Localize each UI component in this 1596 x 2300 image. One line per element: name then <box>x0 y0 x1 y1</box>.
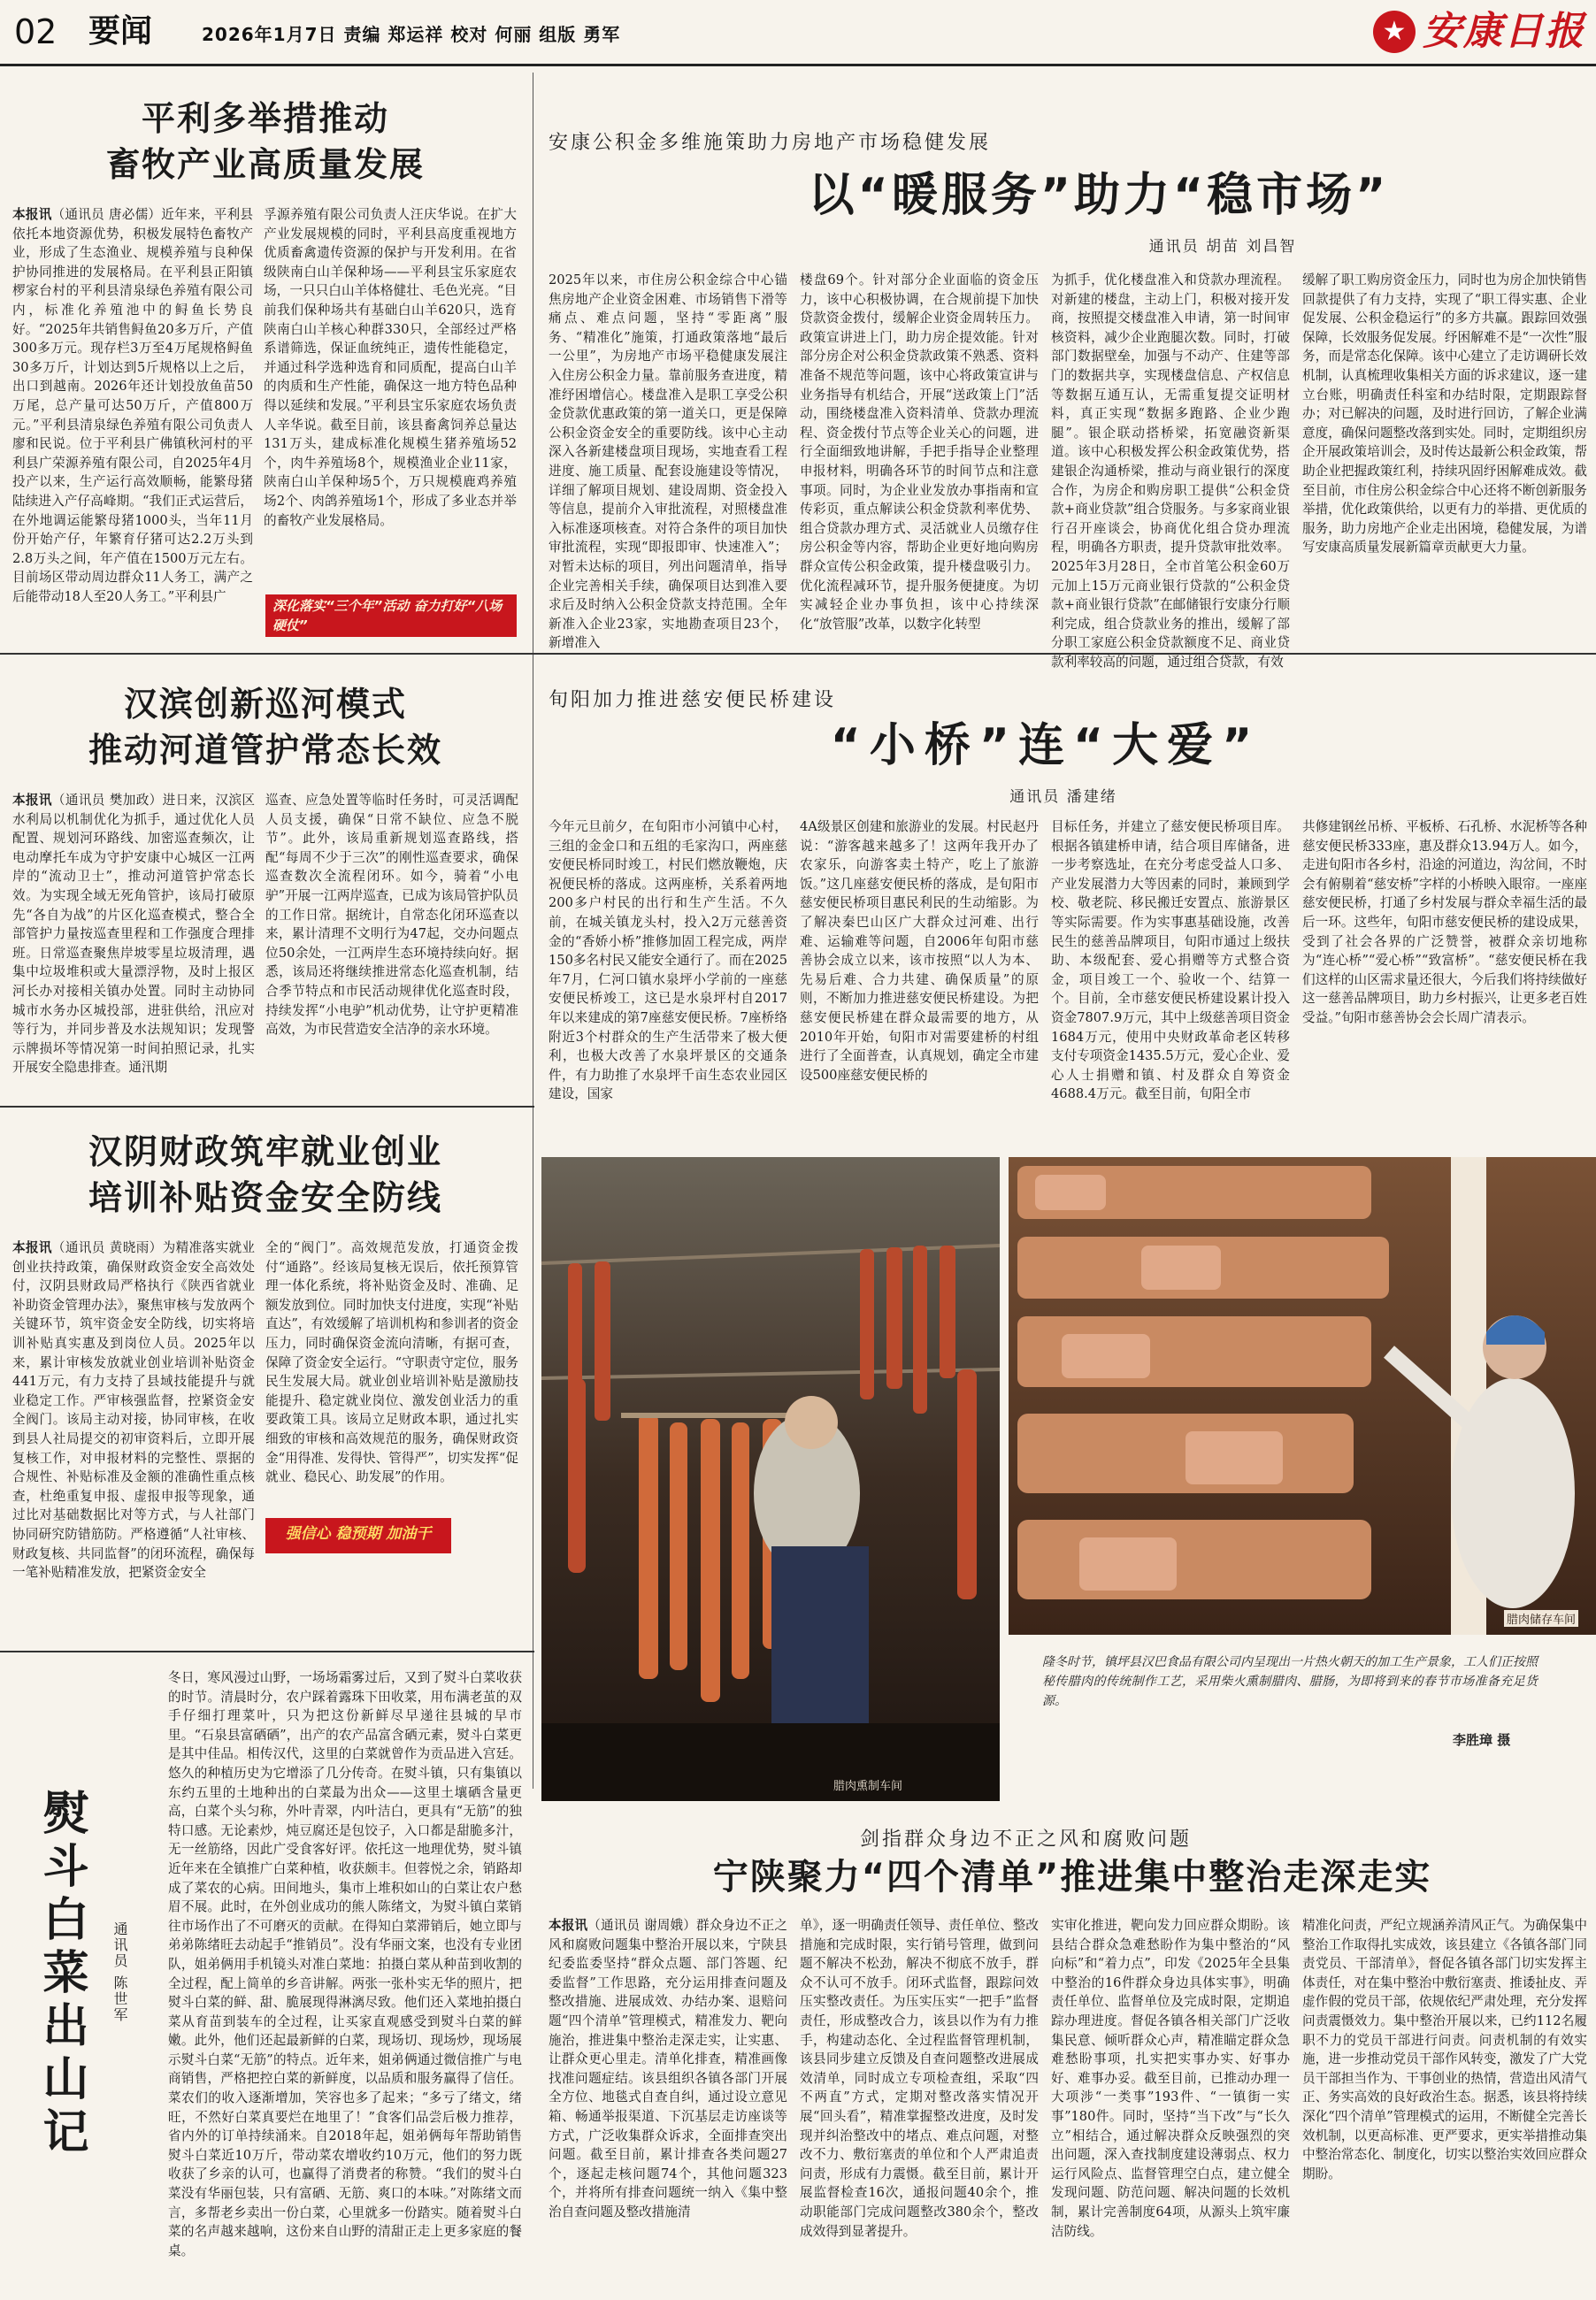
article-col-1: 2025年以来，市住房公积金综合中心锚焦房地产企业资金困难、市场销售下滑等痛点、难点问题，坚持“零距离”服务、“精准化”施策，打通政策落地“最后一公里”，为房地产市场平稳健康发展注入住房公积金力量。靠前服务查进度，精准纾困增信心。楼盘准入是职工享受公积金贷款优惠政策的第一道关口，更是保障公积金资金安全的重要防线。该中心主动深入各新建楼盘项目现场，实地查看工程进度、施工质量、配套设施建设等情况，详细了解项目规划、建设周期、资金投入等信息，提前介入审批流程，对照楼盘准入标准逐项核查。对符合条件的项目加快审批流程，实现“即报即审、快速准入”；对暂未达标的项目，列出问题清单，指导企业完善相关手续，确保项目达到准入要求后及时纳入公积金贷款支持范围。全年新准入企业23家，实地勘查项目23个，新增准入 <box>549 272 787 651</box>
photo-smoking-room-image <box>541 1157 1000 1801</box>
article-col-2 <box>264 205 517 602</box>
photo-credit: 李胜璋 摄 <box>1453 1732 1511 1748</box>
article-col-3: 为抓手，优化楼盘准入和贷款办理流程。对新建的楼盘，主动上门，积极对接开发商，按照提交楼盘准入申请，第一时间审核资料，减少企业跑腿次数。同时，打破部门数据壁垒，加强与不动产、住建等部门的数据共享，实现楼盘信息、产权信息等数据互通互认，无需重复提交证明材料，真正实现“数据多跑路、企业少跑腿”。银企联动搭桥梁，拓宽融资新渠道。该中心积极发挥公积金政策优势，搭建银企沟通桥梁，推动与商业银行的深度合作，为房企和购房职工提供“公积金贷款+商业贷款”组合贷服务。与多家商业银行召开座谈会，协商优化组合贷办理流程，明确各方职责，提升贷款审批效率。2025年3月28日，全市首笔公积金60万元加上15万元商业银行贷款的“公积金贷款+商业银行贷款”在邮储银行安康分行顺利完成，组合贷款业务的推出，缓解了部分职工家庭公积金贷款额度不足、商业贷款利率较高的问题，通过组合贷款，有效 <box>1051 272 1290 670</box>
article-col-3: 目标任务，并建立了慈安便民桥项目库。根据各镇建桥申请，结合项目库储备，进一步考察选址，在充分考虑受益人口多、产业发展潜力大等因素的同时，兼顾到学校、敬老院、移民搬迁安置点、旅游景区等实际需要。作为实事惠基础设施，改善民生的慈善品牌项目，旬阳市通过上级扶助、本级配套、爱心捐赠等方式整合资金，项目竣工一个、验收一个、结算一个。目前，全市慈安便民桥建设累计投入资金7807.9万元，其中上级慈善项目资金1684万元，使用中央财政革命老区转移支付专项资金1435.5万元，爱心企业、爱心人士捐赠和镇、村及群众自筹资金4688.4万元。截至目前，旬阳全市 <box>1051 819 1290 1102</box>
kicker: 安康公积金多维施策助力房地产市场稳健发展 <box>549 132 992 154</box>
headline-line2: 畜牧产业高质量发展 <box>105 145 425 184</box>
headline-line1: 汉滨创新巡河模式 <box>123 685 407 724</box>
photo-label: 腊肉储存车间 <box>1504 1610 1578 1627</box>
page-number: 02 <box>14 12 58 51</box>
kicker: 剑指群众身边不正之风和腐败问题 <box>860 1828 1193 1851</box>
article-col-2: 4A级景区创建和旅游业的发展。村民赵丹说：“游客越来越多了！这两年我开办了农家乐，向游客卖土特产，吃上了旅游饭。”这几座慈安便民桥的落成，是旬阳市慈安便民桥项目惠民利民的生动缩影。为了解决秦巴山区广大群众过河难、出行难、运输难等问题，自2006年旬阳市慈善协会成立以来，该市按照“以人为本、先易后难、合力共建、确保质量”的原则，不断加力推进慈安便民桥建设。为把慈安便民桥建在群众最需要的地方，从2010年开始，旬阳市对需要建桥的村组进行了全面普查，认真规划，确定全市建设500座慈安便民桥的 <box>800 819 1039 1083</box>
article-col-4: 共修建钢丝吊桥、平板桥、石孔桥、水泥桥等各种慈安便民桥333座，惠及群众13.94万人。如今，走进旬阳市各乡村，沿途的河道边，沟岔间，不时会有俯剔着“慈安桥”字样的小桥映入眼帘。一座座慈安便民桥，打通了乡村发展与群众幸福生活的最后一环。这些年，旬阳市慈安便民桥的建设成果，受到了社会各界的广泛赞誉，被群众亲切地称为“连心桥”“爱心桥”“致富桥”。“慈安便民桥在我们这样的山区需求量还很大，今后我们将持续做好这一慈善品牌项目，助力乡村振兴，让更多老百姓受益。”旬阳市慈善协会会长周广清表示。 <box>1302 819 1587 1025</box>
article-col-4: 缓解了职工购房资金压力，同时也为房企加快销售回款提供了有力支持，实现了“职工得实惠、企业促发展、公积金稳运行”的多方共赢。跟踪回效强保障，长效服务促发展。纾困解难不是“一次性”服务，而是常态化保障。该中心建立了走访调研长效机制，认真梳理收集相关方面的诉求建议，逐一建立台账，明确责任科室和办结时限，定期跟踪督办；对已解决的问题，及时进行回访，了解企业满意度，确保问题整改落到实处。同时，定期组织房企开展政策培训会，及时传达最新公积金政策，帮助企业把握政策红利，持续巩固纾困解难成效。截至目前，市住房公积金综合中心还将不断创新服务举措，优化政策供给，以更有力的举措、更优质的服务，助力房地产企业走出困境，稳健发展，为谱写安康高质量发展新篇章贡献更大力量。 <box>1302 272 1587 556</box>
photo-caption: 隆冬时节，镇坪县汉巴食品有限公司内呈现出一片热火朝天的加工生产景象，工人们正按照秘传腊肉的传统制作工艺，采用柴火熏制腊肉、腊肠，为即将到来的春节市场准备充足货源。 <box>1042 1655 1538 1708</box>
article-pingli <box>0 71 531 646</box>
masthead <box>0 0 1596 64</box>
article-col-1 <box>12 205 253 646</box>
headline: “小桥”连“大爱” <box>830 719 1262 772</box>
article-hanyin <box>0 1111 531 1642</box>
photo-feature <box>541 1111 1596 1810</box>
headline-line2: 培训补贴资金安全防线 <box>88 1178 442 1217</box>
photo-storage-room <box>1009 1157 1596 1635</box>
article-col-1: 本报讯（通讯员 黄晓雨）为精准落实就业创业扶持政策，确保财政资金安全高效处付，汉阴县财政局严格执行《陕西省就业补助资金管理办法》，聚焦审核与发放两个关键环节，筑牢资金安全防线，切实将培训补贴真实惠及到岗位人员。2025年以来，累计审核发放就业创业培训补贴资金441万元，有力支持了县域技能提升与就业稳定工作。严审核强监督，控紧资金安全阀门。该局主动对接，协同审核，在收到县人社局提交的初审资料后，立即开展复核工作，对申报材料的完整性、票据的合规性、补贴标准及金额的准确性重点核查，杜绝重复申报、虚报申报等现象，通过比对基础数据比对等方式，与人社部门协同研究防错筋防。严格遵循“人社审核、财政复核、共同监督”的闭环流程，确保每一笔补贴精准发放，把紧资金安全 <box>12 1240 255 1581</box>
newspaper-logo: 安康日报 <box>1423 9 1585 54</box>
kicker: 旬阳加力推进慈安便民桥建设 <box>549 689 837 711</box>
section-rule <box>0 653 1596 655</box>
section-rule <box>0 1106 534 1108</box>
byline: 通讯员 潘建绪 <box>1009 788 1117 806</box>
photo-label: 腊肉熏制车间 <box>833 1780 903 1793</box>
byline: 通讯员 陈世军 <box>111 1921 128 2024</box>
article-col-1: 本报讯（通讯员 樊加政）进日来，汉滨区水利局以机制优化为抓手，通过优化人员配置、规划河环路线、加密巡查频次，让电动摩托车成为守护安康中心城区一江两岸的“流动卫士”，推动河道管护常态长效。为实现全域无死角管护，该局打破原先“各自为战”的片区化巡查模式，整合全部管护力量按巡查里程和工作强度合理排班。日常巡查聚焦岸坡零星垃圾清理，遇集中垃圾堆积或大量漂浮物，及时上报区河长办对接相关镇办处置。同时主动协同城市水务办区城投部，进驻供给，汛应对等行为，并同步普及水法规知识；发现警示牌损坏等情况第一时间拍照记录，扎实开展安全隐患排查。通汛期 <box>12 793 255 1076</box>
article-col-2: 全的“阀门”。高效规范发放，打通资金拨付“通路”。经该局复核无误后，依托预算管理一体化系统，将补贴资金及时、准确、足额发放到位。同时加快支付进度，实现“补贴直达”，有效缓解了培训机构和参训者的资金压力，同时确保资金流向清晰，有据可查，保障了资金安全运行。“守职责守定位，服务民生发展大局。就业创业培训补贴是激励技能提升、稳定就业岗位、激发创业活力的重要政策工具。该局立足财政本职，通过扎实细致的审核和高效规范的服务，确保财政资金“用得准、发得快、管得严”，切实发挥“促就业、稳民心、助发展”的作用。 <box>265 1240 518 1485</box>
article-yundou-cabbage <box>0 1656 534 2300</box>
campaign-banner: 强信心 稳预期 加油干 <box>265 1518 451 1553</box>
article-body: 冬日，寒风漫过山野，一场场霜雾过后，又到了熨斗白菜收获的时节。清晨时分，农户踩着露珠下田收菜，用布满老茧的双手仔细打理菜叶，只为把这份新鲜尽早递往县城的早市里。“石泉县富硒硒”，出产的农产品富含硒元素，熨斗白菜更是其中佳品。相传汉代，这里的白菜就曾作为贡品进入宫廷。悠久的种植历史为它增添了几分传奇。在熨斗镇，只有集镇以东约五里的土地种出的白菜最为出众——这里土壤硒含量更高，白菜个头匀称，外叶青翠，内叶洁白，更具有“无筋”的独特口感。无论素炒，炖豆腐还是包饺子，入口都是甜脆多汁，无一丝筋络，因此广受食客好评。依托这一地理优势，熨斗镇近年来在全镇推广白菜种植，收获颇丰。但蓉悦之余，销路却成了菜农的心病。田间地头，集市上堆积如山的白菜让农户愁眉不展。此时，在外创业成功的熊人陈绪文，为熨斗镇白菜销往市场作出了不可磨灭的贡献。在得知白菜滞销后，她立即与弟弟陈绪旺去动起手“推销员”。没有华丽文案，也没有专业团队，姐弟俩用手机镜头对准白菜地：拍摄白菜从种苗到收割的全过程，配上简单的乡音讲解。两张一张朴实无华的照片，把熨斗白菜的鲜、甜、脆展现得淋漓尽致。他们还入菜地拍摄白菜从育苗到装车的全过程，让买家直观感受到熨斗白菜的鲜嫩。此外，他们还起最新鲜的白菜，现场切、现场炒，现场展示熨斗白菜“无筋”的特点。近年来，姐弟俩通过微信推广与电商销售，严格把控白菜的新鲜度，以品质和服务赢得了信任。菜农们的收入逐渐增加，笑容也多了起来；“多亏了绪文，绪旺，不然好白菜真要烂在地里了！”食客们品尝后极力推荐，省内外的订单持续涌来。自2018年起，姐弟俩每年帮助销售熨斗白菜近10万斤，带动菜农增收约10万元，他们的努力既收获了乡亲的认可，也赢得了消费者的称赞。“我们的熨斗白菜没有华丽包装，只有富硒、无筋、爽口的本味。”对陈绪文而言，多帮老乡卖出一份白菜，心里就多一份踏实。随着熨斗白菜的名声越来越响，这份来自山野的清甜正走上更多家庭的餐桌。 <box>168 1670 522 2258</box>
article-col-1: 今年元旦前夕，在旬阳市小河镇中心村，三组的金金口和五组的毛家沟口，两座慈安便民桥同时竣工，村民们燃放鞭炮，庆祝便民桥的落成。这两座桥，关系着两地200多户村民的出行和生产生活。不久前，在城关镇龙头村，投入2万元慈善资金的“香娇小桥”推修加固工程完成，两岸150多名村民又能安全通行了。而在2025年7月，仁河口镇水泉坪小学前的一座慈安便民桥竣工，这已是水泉坪村自2017年以来建成的第7座慈安便民桥。7座桥络附近3个村群众的生产生活带来了极大便利，也极大改善了水泉坪景区的交通条件，有力助推了水泉坪千亩生态农业园区建设，国家 <box>549 819 787 1102</box>
section-rule <box>0 1651 534 1652</box>
section-name: 要闻 <box>88 13 153 50</box>
article-col-4: 精准化问责，严纪立规涵养清风正气。为确保集中整治工作取得扎实成效，该县建立《各镇各部门同责党员、干部清单》，督促各镇各部门切实发挥主体责任，对在集中整治中敷衍塞责、推诿扯皮、弄虚作假的党员干部，依规依纪严肃处理，充分发挥问责震慑效力。集中整治开展以来，已约112名履职不力的党员干部进行问责。问责机制的有效实施，进一步推动党员干部作风转变，激发了广大党员干部担当作为、干事创业的热情，营造出风清气正、务实高效的良好政治生态。据悉，该县将持续深化“四个清单”管理模式的运用，不断健全完善长效机制，以更高标准、更严要求，更实举措推动集中整治常态化、制度化，切实以整治实效回应群众期盼。 <box>1302 1918 1587 2181</box>
body-text: 孚源养殖有限公司负责人汪庆华说。在扩大产业发展规模的同时，平利县高度重视地方优质畜禽遗传资源的保护与开发利用。在省级陕南白山羊保种场——平利县宝乐家庭农场，一只只白山羊体格健壮、毛色光亮。“目前我们保种场共有基础白山羊620只，选育陕南白山羊核心种群330只，全部经过严格系谱筛选，保证血统纯正，遗传性能稳定，并通过科学选种选育和同质配，提高白山羊的肉质和生产性能，确保这一地方特色品种得以延续和发展。”平利县宝乐家庭农场负责人辛华说。截至目前，该县畜禽饲养总量达131万头，建成标准化规模生猪养殖场52个，肉牛养殖场8个，规模渔业企业11家，陕南白山羊保种场5个，万只规模鹿鸡养殖场2个、肉鸽养殖场1个，形成了多业态并举的畜牧产业发展格局。 <box>264 207 517 528</box>
article-col-1: 本报讯（通讯员 谢周娥）群众身边不正之风和腐败问题集中整治开展以来，宁陕县纪委监委坚持“群众点题、部门答题、纪委监督”工作思路，充分运用排查问题及整改措施、进展成效、办结办案、退赔问题“四个清单”管理模式，精准发力、靶向施治，推进集中整治走深走实，让实惠、让群众更心里走。清单化排查，精准画像找准问题症结。该县组织各镇各部门开展全方位、地毯式自查自纠，通过设立意见箱、畅通举报渠道、下沉基层走访座谈等方式，广泛收集群众诉求，全面排查突出问题。截至目前，累计排查各类问题27个，逐起走核问题74个，其他问题323个，并将所有排查问题统一纳入《集中整治自查问题及整改措施清 <box>549 1918 787 2220</box>
vertical-headline: 熨斗白菜出山记 <box>35 1789 88 2160</box>
article-col-2: 楼盘69个。针对部分企业面临的资金压力，该中心积极协调，在合规前提下加快贷款资金拨付，缓解企业资金周转压力。政策宣讲进上门，助力房企提效能。针对部分房企对公积金贷款政策不熟悉、资料准备不规范等问题，该中心将政策宣讲与业务指导有机结合，开展“送政策上门”活动，围绕楼盘准入资料清单、贷款办理流程、资金拨付节点等企业关心的问题，进行全面细致地讲解，手把手指导企业整理申报材料，明确各环节的时间节点和注意事项。同时，为企业业发放办事指南和宣传彩页，重点解读公积金贷款利率优势、组合贷款办理方式、灵活就业人员缴存住房公积金等内容，帮助企业更好地向购房群众宣传公积金政策，提升楼盘吸引力。优化流程减环节，提升服务便捷度。为切实减轻企业办事负担，该中心持续深化“放管服”改革，以数字化转型 <box>800 272 1039 632</box>
article-xunyang-bridges <box>541 658 1596 1100</box>
issue-meta: 2026年1月7日 责编 郑运祥 校对 何丽 组版 勇军 <box>202 24 621 45</box>
article-housing-fund <box>541 71 1596 670</box>
headline: 宁陕聚力“四个清单”推进集中整治走深走实 <box>712 1857 1432 1898</box>
newspaper-logo-mark: ★ <box>1373 11 1416 53</box>
body-text: （通讯员 唐必儒）近年来，平利县依托本地资源优势，积极发展特色畜牧产业，形成了生态渔业、规模养殖与良种保护协同推进的发展格局。在平利县正阳镇椤家台村的平利县清泉绿色养殖有限公司内，标准化养殖池中的鲟鱼长势良好。“2025年共销售鲟鱼20多万斤，产值300多万元。现存栏3万至4万尾规格鲟鱼30多万斤，计划达到5斤规格以上之后，出口到越南。2026年还计划投放鱼苗50万尾，总产量可达50万斤，产值800万元。”平利县清泉绿色养殖有限公司负责人廖和民说。位于平利县广佛镇秋河村的平利县广荣源养殖有限公司，自2025年4月投产以来，生产运行高效顺畅，能繁母猪陆续进入产仔高峰期。“我们正式运营后，在外地调运能繁母猪1000头，当年11月份开始产仔，年繁育仔猪可达2.2万头到2.8万头之间，年产值在1500万元左右。目前场区带动周边群众11人务工，满产之后能带动18人至20人务工。”平利县广 <box>12 207 253 604</box>
headline-line2: 推动河道管护常态长效 <box>88 731 442 770</box>
masthead-rule <box>0 64 1596 66</box>
headline: 以“暖服务”助力“稳市场” <box>808 169 1390 222</box>
byline: 通讯员 胡苗 刘昌智 <box>1148 238 1297 256</box>
photo-smoking-room <box>541 1157 1000 1801</box>
campaign-banner: 深化落实“三个年”活动 奋力打好“八场硬仗” <box>265 594 517 637</box>
article-hanbin <box>0 658 531 1100</box>
article-col-2: 巡查、应急处置等临时任务时，可灵活调配人员支援，确保“日常不缺位、应急不脱节”。此外，该局重新规划巡查路线，搭配“每周不少于三次”的刚性巡查要求，确保巡查数次全流程闭环。如今，骑着“小电驴”开展一江两岸巡查，已成为该局管护队员的工作日常。据统计，自常态化闭环巡查以来，累计清理不文明行为47起，交办问题点位50余处，一江两岸生态环境持续向好。据悉，该局还将继续推进常态化巡查机制，结合季节特点和市民活动规律优化巡查时段，持续发挥“小电驴”机动优势，让守护更精准高效，为市民营造安全洁净的亲水环境。 <box>265 793 518 1038</box>
headline-line1: 汉阴财政筑牢就业创业 <box>88 1132 442 1171</box>
lead-tag: 本报讯 <box>12 207 52 222</box>
article-col-2: 单》，逐一明确责任领导、责任单位、整改措施和完成时限，实行销号管理，做到问题不解决不松劲，解决不彻底不放手，群众不认可不放手。闭环式监督，跟踪问效压实整改责任。为压实压实“一把手”监督责任，形成整改合力，该县以作为有力推手，构建动态化、全过程监督管理机制，该县同步建立反馈及自查问题整改进展成效清单，同时成立专项检查组，采取“四不两直”方式，定期对整改落实情况开展“回头看”，精准掌握整改进度，及时发现并纠治整改中的堵点、难点问题，对整改不力、敷衍塞责的单位和个人严肃追责问责，形成有力震慑。截至目前，累计开展监督检查16次，通报问题40余个，推动职能部门完成问题整改380余个，整改成效得到显著提升。 <box>800 1918 1039 2239</box>
article-ningshan <box>541 1815 1596 2300</box>
headline-line1: 平利多举措推动 <box>141 99 389 138</box>
photo-storage-room-image <box>1009 1157 1596 1635</box>
article-col-3: 实审化推进，靶向发力回应群众期盼。该县结合群众急难愁盼作为集中整治的“风向标”和“着力点”，印发《2025年全县集中整治的16件群众身边具体实事》，明确责任单位、监督单位及完成时限，定期追踪办理进度。督促各镇各相关部门广泛收集民意、倾听群众心声，精准瞄定群众急难愁盼事项，扎实把实事办实、好事办好、难事办妥。截至目前，已推动办理一大项涉“一类事”193件、“一镇街一实事”180件。同时，坚持“当下改”与“长久立”相结合，通过解决群众反映强烈的突出问题，深入查找制度建设薄弱点、权力运行风险点、监督管理空白点，建立健全发现问题、防范问题、解决问题的长效机制，累计完善制度64项，从源头上筑牢廉洁防线。 <box>1051 1918 1290 2239</box>
